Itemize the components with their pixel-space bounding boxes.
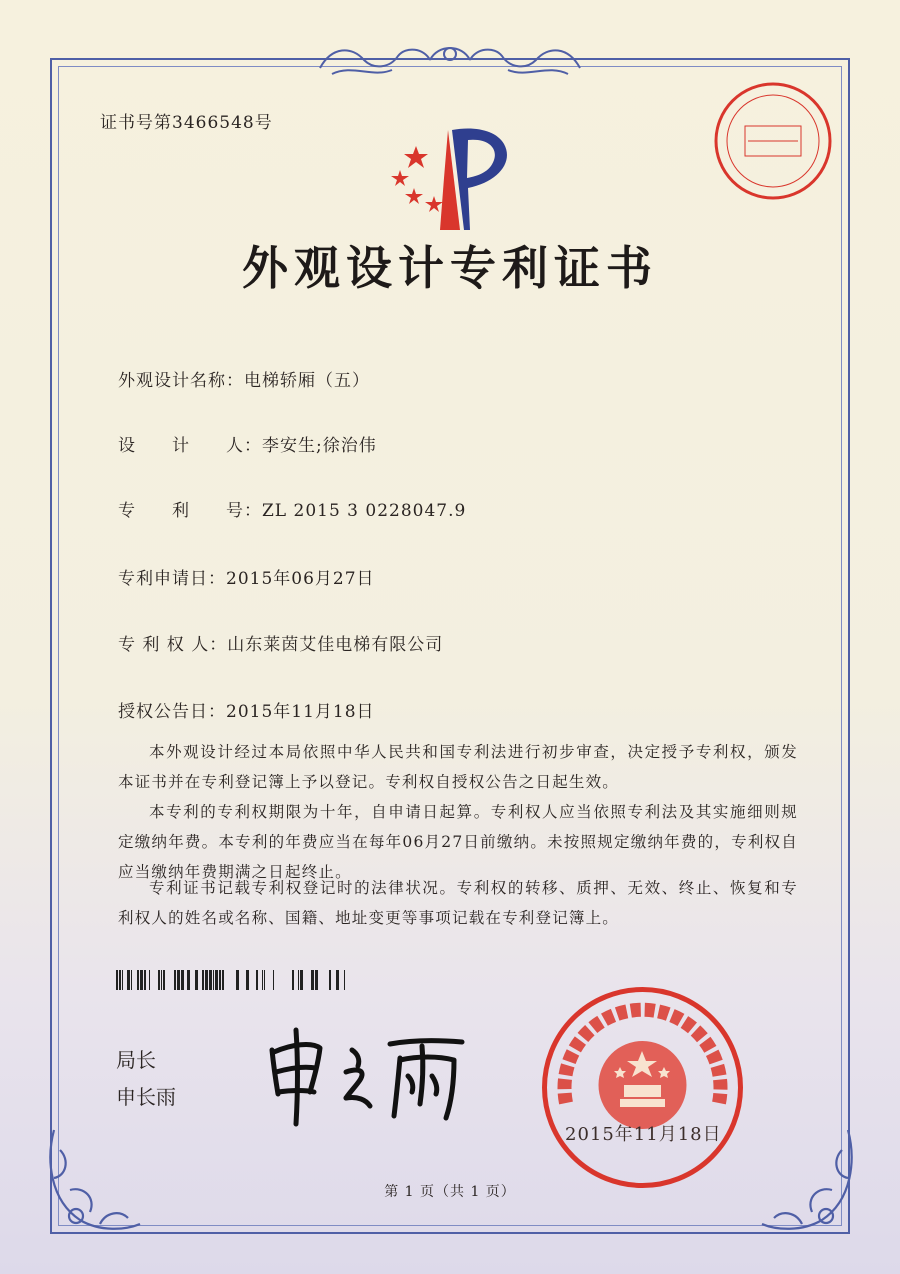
field-separator: ： — [226, 371, 244, 391]
seal-date: 2015年11月18日 — [565, 1124, 722, 1145]
field-separator: ： — [244, 436, 262, 456]
official-seal-icon — [540, 985, 745, 1190]
field-separator: ： — [208, 702, 226, 722]
patent-office-emblem-icon — [378, 118, 528, 233]
field-separator: ： — [208, 569, 226, 589]
field-value: 2015年11月18日 — [226, 702, 375, 722]
certificate-title: 外观设计专利证书 — [242, 241, 658, 295]
director-signature-icon — [262, 1020, 472, 1130]
field-value: 2015年06月27日 — [226, 569, 375, 589]
field-separator: ： — [209, 635, 228, 655]
tax-seal-icon — [712, 80, 834, 202]
top-ornament-icon — [312, 38, 588, 82]
field-value: ZL 2015 3 0228047.9 — [262, 501, 467, 521]
field-designer — [118, 431, 377, 456]
field-label: 设 计 人 — [118, 436, 244, 456]
field-patent-number — [118, 496, 466, 521]
field-value: 电梯轿厢（五） — [244, 371, 370, 391]
field-label: 专 利 号 — [118, 501, 244, 521]
field-design-name — [118, 366, 370, 391]
field-label: 授权公告日 — [118, 702, 208, 722]
paragraph-grant: 本外观设计经过本局依照中华人民共和国专利法进行初步审查，决定授予专利权，颁发本证书并在专利登记簿上予以登记。专利权自授权公告之日起生效。 — [118, 743, 798, 791]
field-application-date — [118, 564, 375, 589]
field-value: 山东莱茵艾佳电梯有限公司 — [227, 635, 444, 655]
certificate-number: 证书号第3466548号 — [100, 113, 273, 133]
barcode-icon — [116, 970, 348, 990]
bottom-left-ornament-icon — [40, 1120, 150, 1240]
field-label: 专利申请日 — [118, 569, 208, 589]
field-grant-date — [118, 697, 375, 722]
field-label: 专 利 权 人 — [118, 635, 210, 655]
field-label: 外观设计名称 — [118, 371, 226, 391]
bottom-right-ornament-icon — [752, 1120, 862, 1240]
field-value: 李安生;徐治伟 — [262, 436, 377, 456]
paragraph-term: 本专利的专利权期限为十年，自申请日起算。专利权人应当依照专利法及其实施细则规定缴纳年费。本专利的年费应当在每年06月27日前缴纳。未按照规定缴纳年费的，专利权自应当缴纳年费期满之日起终止。 — [118, 803, 798, 881]
page-number: 第 1 页（共 1 页） — [384, 1184, 516, 1200]
director-name: 申长雨 — [116, 1085, 176, 1109]
director-title: 局长 — [116, 1048, 156, 1072]
field-patentee — [118, 630, 443, 655]
field-separator: ： — [244, 501, 262, 521]
paragraph-legal-status: 专利证书记载专利权登记时的法律状况。专利权的转移、质押、无效、终止、恢复和专利权人的姓名或名称、国籍、地址变更等事项记载在专利登记簿上。 — [118, 879, 798, 927]
